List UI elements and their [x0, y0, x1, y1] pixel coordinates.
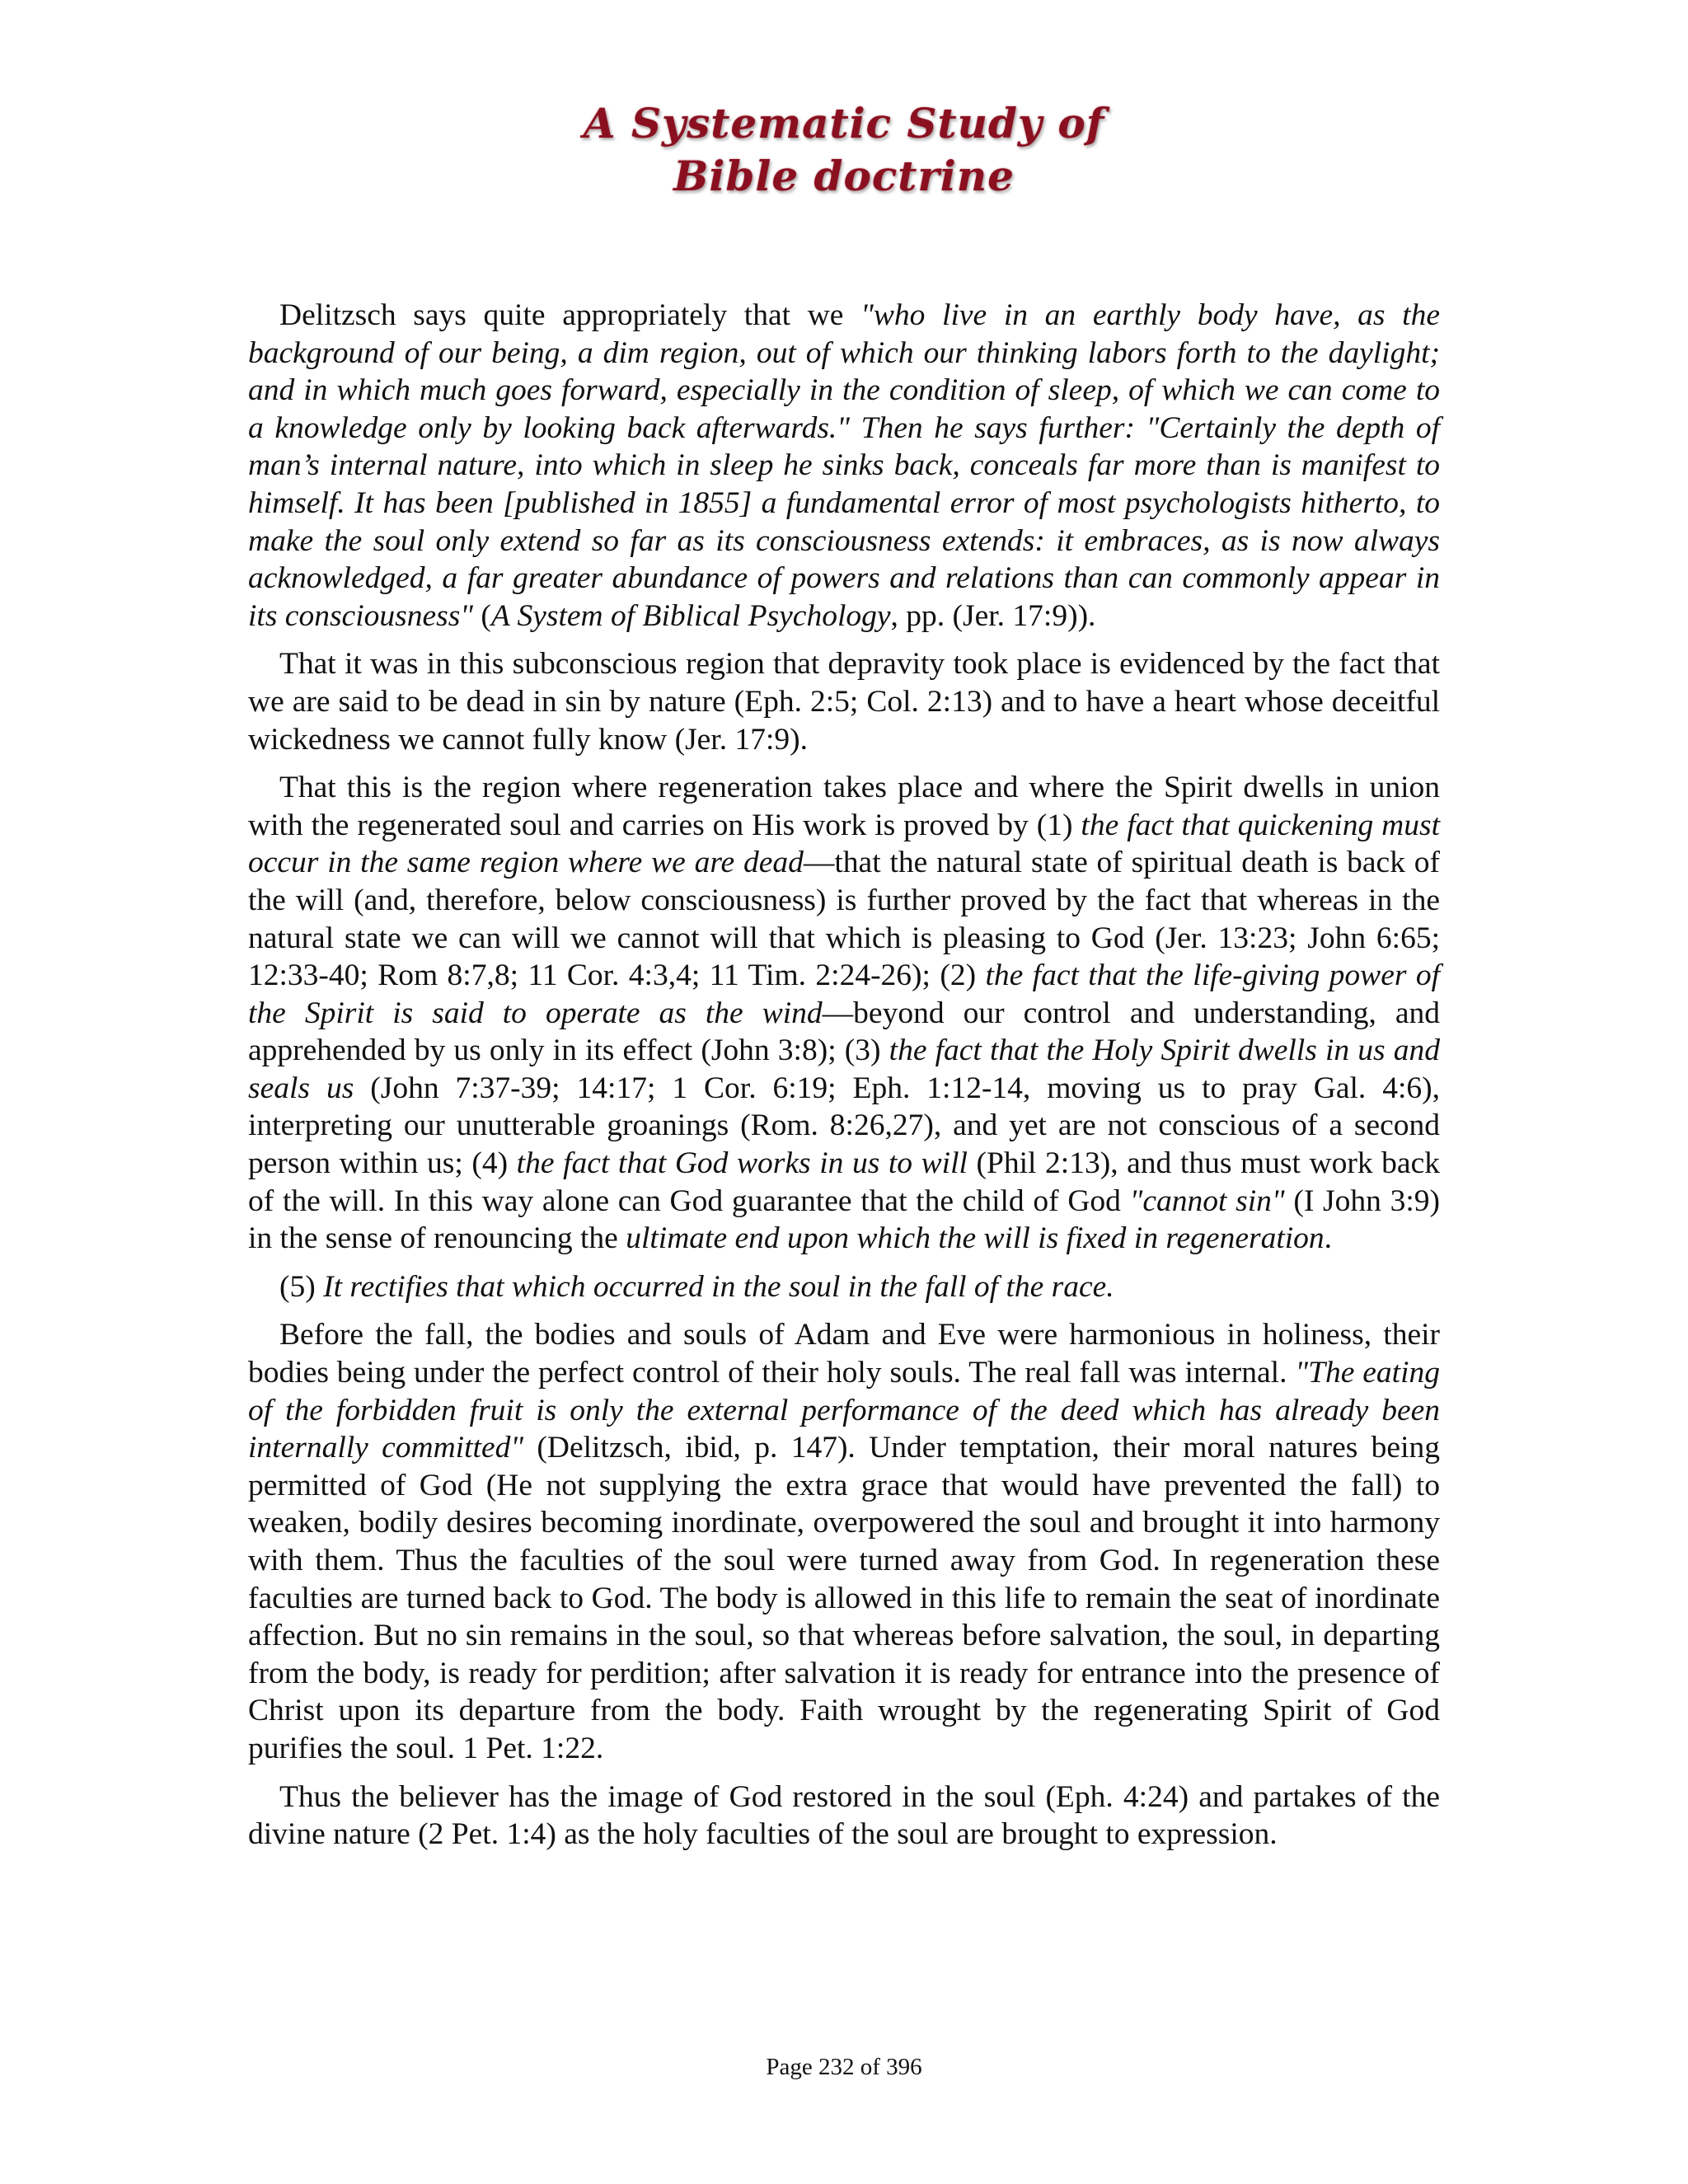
italic-text: the fact that God works in us to will	[516, 1146, 968, 1181]
text-run: —beyond our control and understanding, and apprehended by us only in its effect (John 3:8); (3)	[248, 996, 1440, 1068]
text-run: (Phil 2:13), and thus must work back of the will. In this way alone can God guarantee that the child of God	[248, 1146, 1440, 1218]
text-run: That this is the region where regeneration takes place and where the Spirit dwells in union with the regenerated soul and carries on His work is proved by (1)	[248, 771, 1440, 842]
text-run: (I John 3:9) in the sense of renouncing the	[248, 1183, 1440, 1256]
text-run: That it was in this subconscious region that depravity took place is evidenced by the fact that we are said to be dead in sin by nature (Eph. 2:5; Col. 2:13) and to have a heart whose deceitful wickedness we cannot fully know (Jer. 17:9).	[248, 647, 1440, 757]
text-run: .	[1324, 1221, 1333, 1256]
text-run: (Delitzsch, ibid, p. 147). Under temptation, their moral natures being permitted of God (He not supplying the extra grace that would have prevented the fall) to weaken, bodily desires becoming inordinate, overpowered the soul and brought it into harmony with them. Thus the faculties of the soul were turned away from God. In regeneration these faculties are turned back to God. The body is allowed in this life to remain the seat of inordinate affection. But no sin remains in the soul, so that whereas before salvation, the soul, in departing from the body, is ready for perdition; after salvation it is ready for entrance into the presence of Christ upon its departure from the body. Faith wrought by the regenerating Spirit of God purifies the soul. 1 Pet. 1:22.	[248, 1431, 1440, 1765]
page-number: Page 232 of 396	[766, 2054, 922, 2080]
header-title-line-1: A Systematic Study of	[583, 99, 1105, 148]
body-text	[248, 297, 1440, 1864]
italic-text: the fact that the life-giving power of the Spirit is said to operate as the wind	[248, 958, 1440, 1030]
text-run: (John 7:37-39; 14:17; 1 Cor. 6:19; Eph. 1:12-14, moving us to pray Gal. 4:6), interpreting our unutterable groanings (Rom. 8:26,27), and yet are not conscious of a second person within us; (4)	[248, 1071, 1441, 1181]
text-run: —that the natural state of spiritual death is back of the will (and, therefore, below consciousness) is further proved by the fact that whereas in the natural state we can will we cannot will that which is pleasing to God (Jer. 13:23; John 6:65; 12:33-40; Rom 8:7,8; 11 Cor. 4:3,4; 11 Tim. 2:24-26); (2)	[248, 846, 1440, 993]
italic-text: A System of Biblical Psychology	[490, 598, 891, 633]
text-run: , pp. (Jer. 17:9)).	[890, 598, 1096, 633]
text-run: Thus the believer has the image of God restored in the soul (Eph. 4:24) and partakes of the divine nature (2 Pet. 1:4) as the holy faculties of the soul are brought to expression.	[248, 1779, 1440, 1852]
italic-text: "The eating of the forbidden fruit is only the external performance of the deed which has already been internally committed"	[248, 1356, 1440, 1465]
header-title-line-2: Bible doctrine	[673, 152, 1015, 200]
text-run: Delitzsch says quite appropriately that we	[279, 298, 861, 332]
paragraph	[248, 1779, 1440, 1854]
text-run: (5)	[279, 1269, 324, 1304]
paragraph	[248, 769, 1440, 1258]
text-run: (	[473, 598, 491, 633]
italic-text: the fact that quickening must occur in the same region where we are dead	[248, 808, 1440, 880]
paragraph	[248, 1316, 1440, 1767]
italic-text: "cannot sin"	[1129, 1183, 1285, 1218]
italic-text: It rectifies that which occurred in the soul in the fall of the race.	[323, 1269, 1114, 1304]
italic-text: the fact that the Holy Spirit dwells in us and seals us	[248, 1033, 1440, 1105]
paragraph	[248, 297, 1440, 635]
paragraph	[248, 1268, 1440, 1306]
italic-text: "who live in an earthly body have, as the background of our being, a dim region, out of which our thinking labors forth to the daylight; and in which much goes forward, especially in the condition of sleep, of which we can come to a knowledge only by looking back afterwards." Then he says further: "Certainly the depth of man’s internal nature, into which in sleep he sinks back, conceals far more than is manifest to himself. It has been [published in 1855] a fundamental error of most psychologists hitherto, to make the soul only extend so far as its consciousness extends: it embraces, as is now always acknowledged, a far greater abundance of powers and relations than can commonly appear in its consciousness"	[248, 298, 1440, 633]
paragraph	[248, 645, 1440, 758]
text-run: Before the fall, the bodies and souls of Adam and Eve were harmonious in holiness, their bodies being under the perfect control of their holy souls. The real fall was internal.	[248, 1318, 1440, 1390]
page-header	[0, 97, 1688, 203]
italic-text: ultimate end upon which the will is fixed in regeneration	[626, 1221, 1325, 1256]
